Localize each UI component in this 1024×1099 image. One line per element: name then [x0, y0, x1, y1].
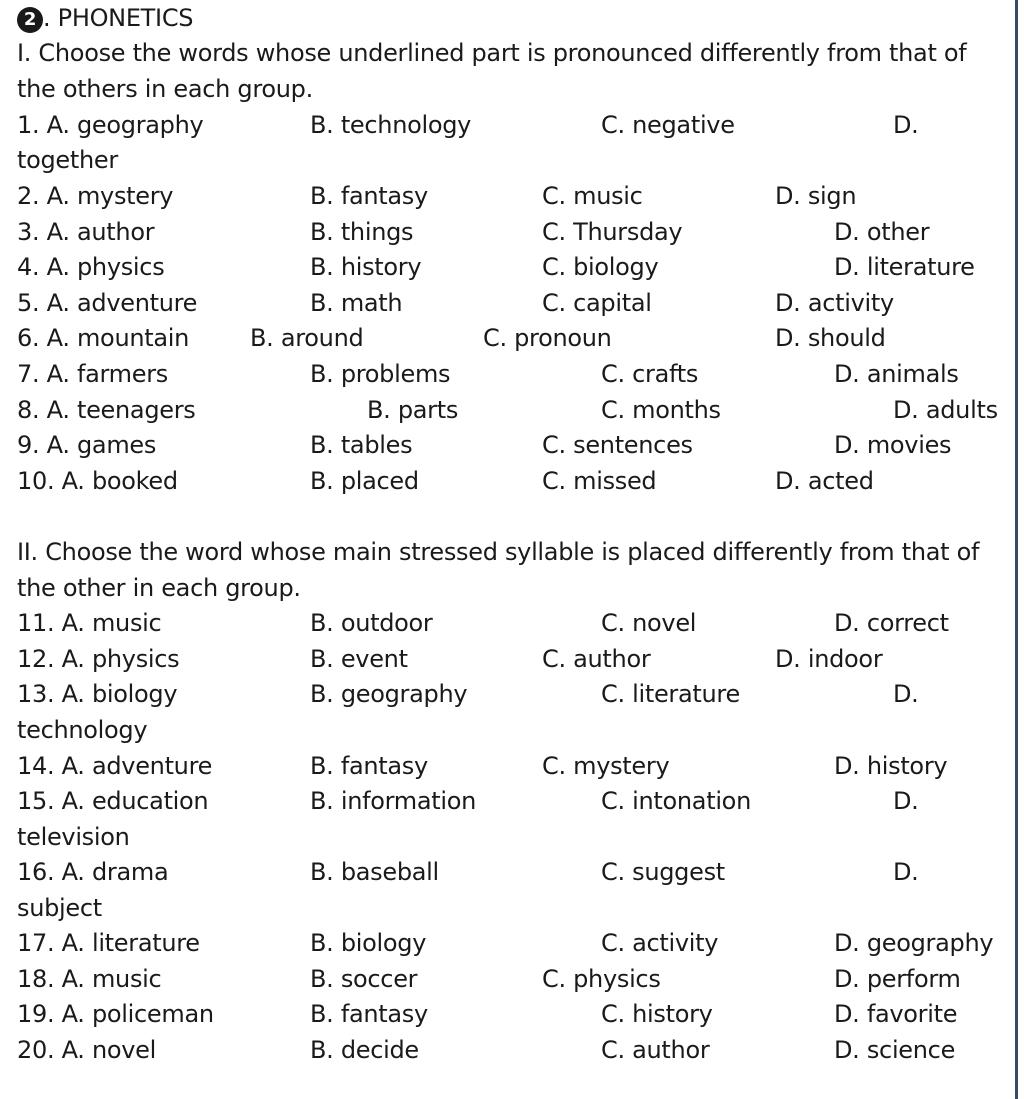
q13-option-c: C. literature	[601, 680, 740, 708]
q10-option-b: B. placed	[310, 467, 419, 495]
q2-option-b: B. fantasy	[310, 182, 428, 210]
q12-option-b: B. event	[310, 645, 408, 673]
q19-option-d: D. favorite	[834, 1000, 958, 1028]
q17-option-b: B. biology	[310, 929, 427, 957]
q10-option-c: C. missed	[542, 467, 657, 495]
q5-option-b: B. math	[310, 289, 403, 317]
q6-option-d: D. should	[775, 324, 886, 352]
q3-option-a: 3. A. author	[17, 218, 155, 246]
q5-option-c: C. capital	[542, 289, 652, 317]
q18-option-a: 18. A. music	[17, 965, 162, 993]
q16-option-c: C. suggest	[601, 858, 725, 886]
q15-option-b: B. information	[310, 787, 477, 815]
q3-option-d: D. other	[834, 218, 930, 246]
q13-option-a: 13. A. biology	[17, 680, 178, 708]
q7-option-a: 7. A. farmers	[17, 360, 168, 388]
q15-option-a: 15. A. education	[17, 787, 209, 815]
q14-option-a: 14. A. adventure	[17, 752, 213, 780]
part1-instruction-line2: the others in each group.	[17, 75, 313, 103]
q8-option-c: C. months	[601, 396, 721, 424]
q16-option-a: 16. A. drama	[17, 858, 169, 886]
q14-option-b: B. fantasy	[310, 752, 428, 780]
q16-option-d: D.	[893, 858, 919, 886]
q1-option-c: C. negative	[601, 111, 735, 139]
q6-option-c: C. pronoun	[483, 324, 612, 352]
q7-option-b: B. problems	[310, 360, 451, 388]
q11-option-c: C. novel	[601, 609, 697, 637]
q16-option-d-wrapped: subject	[17, 894, 102, 922]
q2-option-d: D. sign	[775, 182, 857, 210]
q9-option-d: D. movies	[834, 431, 952, 459]
q13-option-d-wrapped: technology	[17, 716, 148, 744]
q4-option-b: B. history	[310, 253, 422, 281]
q3-option-b: B. things	[310, 218, 414, 246]
q3-option-c: C. Thursday	[542, 218, 683, 246]
q19-option-a: 19. A. policeman	[17, 1000, 214, 1028]
q7-option-d: D. animals	[834, 360, 959, 388]
q9-option-c: C. sentences	[542, 431, 693, 459]
q17-option-d: D. geography	[834, 929, 994, 957]
q19-option-b: B. fantasy	[310, 1000, 428, 1028]
q6-option-b: B. around	[250, 324, 364, 352]
q4-option-a: 4. A. physics	[17, 253, 165, 281]
q16-option-b: B. baseball	[310, 858, 439, 886]
q4-option-c: C. biology	[542, 253, 659, 281]
q13-option-b: B. geography	[310, 680, 468, 708]
q1-option-d-wrapped: together	[17, 146, 118, 174]
q14-option-d: D. history	[834, 752, 948, 780]
q15-option-d-wrapped: television	[17, 823, 130, 851]
q6-option-a: 6. A. mountain	[17, 324, 190, 352]
section-title: . PHONETICS	[43, 4, 194, 32]
q8-option-d: D. adults	[893, 396, 998, 424]
q15-option-d: D.	[893, 787, 919, 815]
q11-option-d: D. correct	[834, 609, 949, 637]
q4-option-d: D. literature	[834, 253, 975, 281]
q20-option-b: B. decide	[310, 1036, 419, 1064]
q17-option-c: C. activity	[601, 929, 719, 957]
section-heading	[17, 1, 193, 36]
q19-option-c: C. history	[601, 1000, 713, 1028]
q10-option-d: D. acted	[775, 467, 874, 495]
q11-option-b: B. outdoor	[310, 609, 433, 637]
q1-option-b: B. technology	[310, 111, 472, 139]
q7-option-c: C. crafts	[601, 360, 699, 388]
part2-instruction-line2: the other in each group.	[17, 574, 301, 602]
part2-instruction-line1: II. Choose the word whose main stressed syllable is placed differently from that of	[17, 538, 980, 566]
q1-option-a: 1. A. geography	[17, 111, 204, 139]
q13-option-d: D.	[893, 680, 919, 708]
q17-option-a: 17. A. literature	[17, 929, 200, 957]
section-number-badge: 2	[17, 7, 43, 33]
q12-option-c: C. author	[542, 645, 651, 673]
q12-option-a: 12. A. physics	[17, 645, 180, 673]
q8-option-b: B. parts	[367, 396, 459, 424]
q18-option-c: C. physics	[542, 965, 661, 993]
q20-option-c: C. author	[601, 1036, 710, 1064]
part1-instruction-line1: I. Choose the words whose underlined part is pronounced differently from that of	[17, 39, 967, 67]
q20-option-d: D. science	[834, 1036, 956, 1064]
q18-option-d: D. perform	[834, 965, 961, 993]
q2-option-a: 2. A. mystery	[17, 182, 174, 210]
q12-option-d: D. indoor	[775, 645, 883, 673]
q5-option-d: D. activity	[775, 289, 894, 317]
q14-option-c: C. mystery	[542, 752, 670, 780]
q5-option-a: 5. A. adventure	[17, 289, 198, 317]
q18-option-b: B. soccer	[310, 965, 418, 993]
q2-option-c: C. music	[542, 182, 643, 210]
q1-option-d: D.	[893, 111, 919, 139]
q8-option-a: 8. A. teenagers	[17, 396, 196, 424]
q20-option-a: 20. A. novel	[17, 1036, 156, 1064]
q11-option-a: 11. A. music	[17, 609, 162, 637]
q15-option-c: C. intonation	[601, 787, 751, 815]
q10-option-a: 10. A. booked	[17, 467, 178, 495]
q9-option-b: B. tables	[310, 431, 413, 459]
q9-option-a: 9. A. games	[17, 431, 157, 459]
page-right-border	[1015, 0, 1018, 1099]
